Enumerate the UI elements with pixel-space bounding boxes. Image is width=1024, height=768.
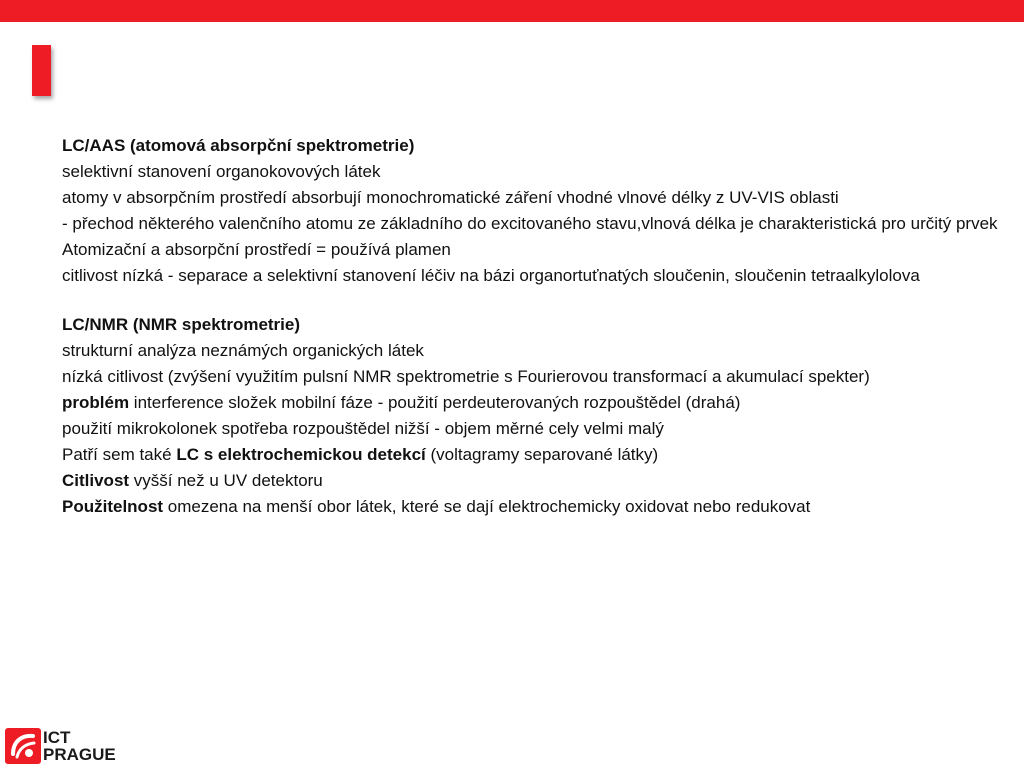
logo-line-1: ICT: [43, 728, 71, 747]
text-line: [62, 240, 1002, 260]
text-line: [62, 315, 1002, 335]
text-line: [62, 266, 1002, 286]
text-run: - přechod některého valenčního atomu ze základního do excitovaného stavu,vlnová délka je charakteristická pro určitý prvek: [62, 214, 998, 233]
text-run: nízká citlivost (zvýšení využitím pulsní NMR spektrometrie s Fourierovou transformací a akumulací spekter): [62, 367, 870, 386]
ict-prague-logo: [5, 728, 123, 764]
text-run: interference složek mobilní fáze - použití perdeuterovaných rozpouštědel (drahá): [129, 393, 741, 412]
logo-line-2: PRAGUE: [43, 745, 116, 764]
text-line: [62, 136, 1002, 156]
text-line: [62, 419, 1002, 439]
text-run: omezena na menší obor látek, které se dají elektrochemicky oxidovat nebo redukovat: [163, 497, 811, 516]
text-run: použití mikrokolonek spotřeba rozpouštědel nižší - objem měrné cely velmi malý: [62, 419, 664, 438]
text-line: [62, 188, 1002, 208]
text-run: vyšší než u UV detektoru: [129, 471, 323, 490]
text-line: [62, 497, 1002, 517]
logo-mark-icon: [5, 728, 41, 764]
bold-text: LC s elektrochemickou detekcí: [176, 445, 426, 464]
text-line: [62, 162, 1002, 182]
text-run: selektivní stanovení organokovových látek: [62, 162, 381, 181]
bold-text: LC/AAS (atomová absorpční spektrometrie): [62, 136, 415, 155]
text-line: [62, 445, 1002, 465]
text-line: [62, 471, 1002, 491]
logo-text: [43, 729, 116, 763]
slide-content: [62, 136, 1002, 523]
text-line: [62, 367, 1002, 387]
text-run: citlivost nízká - separace a selektivní stanovení léčiv na bázi organortuťnatých sloučenin, sloučenin tetraalkylolova: [62, 266, 920, 285]
text-line: [62, 393, 1002, 413]
text-run: (voltagramy separované látky): [425, 445, 659, 464]
text-line: [62, 341, 1002, 361]
text-run: Atomizační a absorpční prostředí = používá plamen: [62, 240, 451, 259]
text-run: atomy v absorpčním prostředí absorbují monochromatické záření vhodné vlnové délky z UV-VIS oblasti: [62, 188, 839, 207]
bold-text: Použitelnost: [62, 497, 164, 516]
bold-text: Citlivost: [62, 471, 130, 490]
top-accent-bar: [0, 0, 1024, 22]
text-line: [62, 214, 1002, 234]
bold-text: LC/NMR (NMR spektrometrie): [62, 315, 301, 334]
bold-text: problém: [62, 393, 130, 412]
title-marker: [32, 45, 51, 96]
text-run: Patří sem také: [62, 445, 177, 464]
text-run: strukturní analýza neznámých organických látek: [62, 341, 424, 360]
